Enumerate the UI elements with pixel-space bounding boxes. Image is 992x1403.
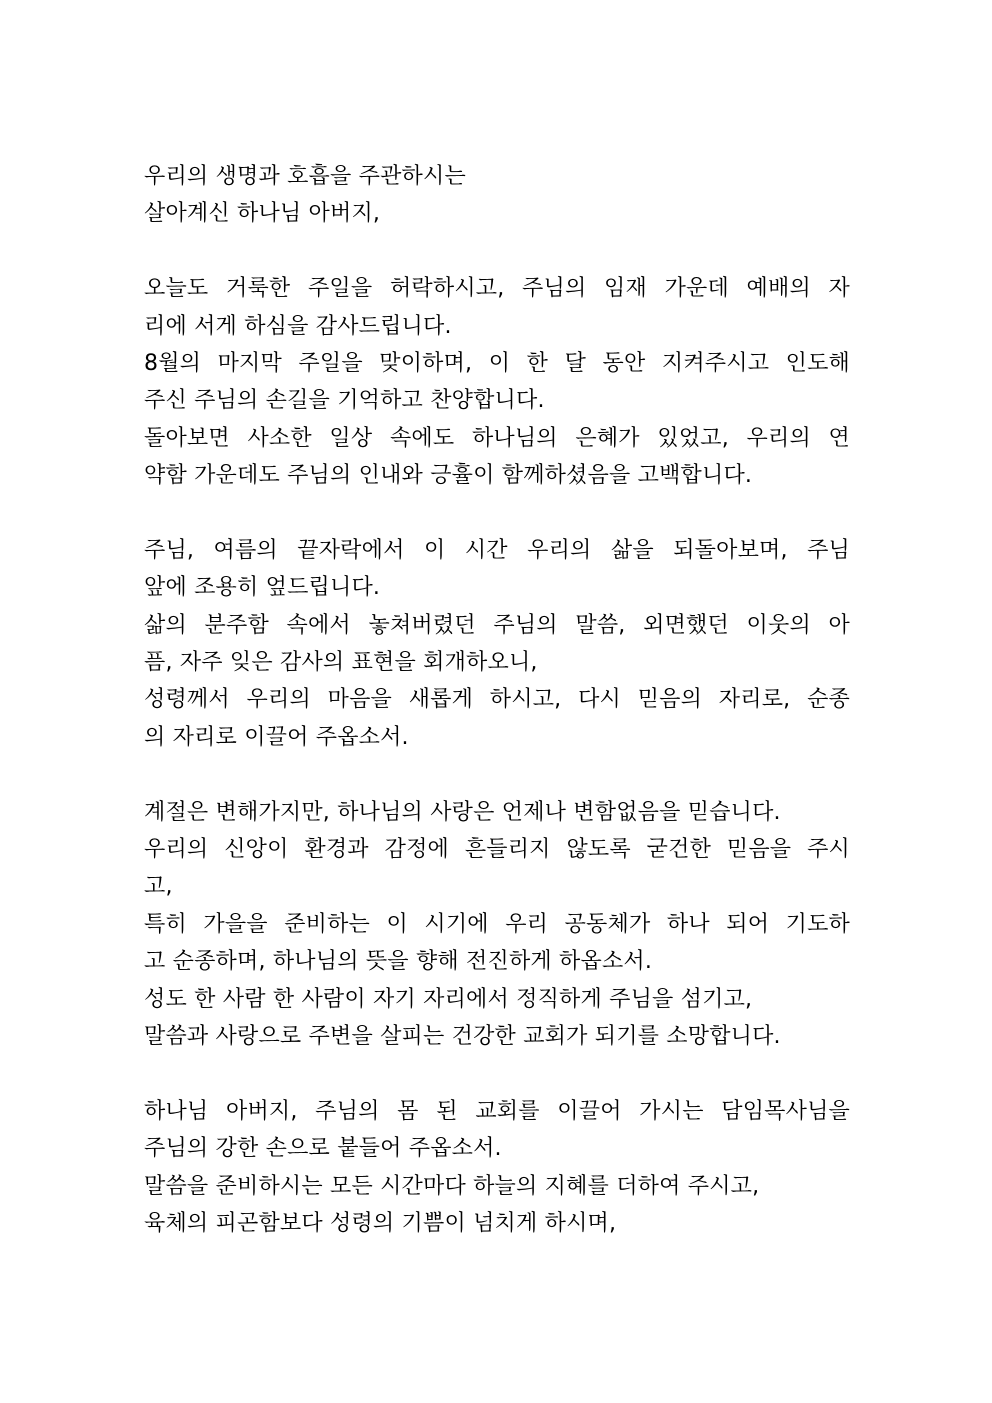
text-line: 하나님 아버지, 주님의 몸 된 교회를 이끌어 가시는 담임목사님을 [144,1098,850,1124]
text-line: 의 자리로 이끌어 주옵소서. [144,724,409,750]
text-line: 앞에 조용히 엎드립니다. [144,575,381,601]
text-line: 우리의 신앙이 환경과 감정에 흔들리지 않도록 굳건한 믿음을 주시 [144,837,850,863]
paragraph-1 [144,158,850,233]
text-line: 고, [144,874,173,900]
text-line: 8월의 마지막 주일을 맞이하며, 이 한 달 동안 지켜주시고 인도해 [144,350,850,376]
text-line: 육체의 피곤함보다 성령의 기쁨이 넘치게 하시며, [144,1210,617,1236]
text-line: 말씀과 사랑으로 주변을 살피는 건강한 교회가 되기를 소망합니다. [144,1023,781,1049]
text-line: 삶의 분주함 속에서 놓쳐버렸던 주님의 말씀, 외면했던 이웃의 아 [144,612,850,638]
paragraph-gap [144,1055,850,1092]
paragraph-gap [144,233,850,270]
text-line: 픔, 자주 잊은 감사의 표현을 회개하오니, [144,650,538,676]
text-line: 주님의 강한 손으로 붙들어 주옵소서. [144,1136,502,1162]
text-line: 말씀을 준비하시는 모든 시간마다 하늘의 지혜를 더하여 주시고, [144,1173,760,1199]
text-line: 우리의 생명과 호흡을 주관하시는 [144,164,466,189]
paragraph-gap [144,495,850,532]
text-line: 성도 한 사람 한 사람이 자기 자리에서 정직하게 주님을 섬기고, [144,986,753,1012]
text-line: 성령께서 우리의 마음을 새롭게 하시고, 다시 믿음의 자리로, 순종 [144,687,850,713]
text-line: 오늘도 거룩한 주일을 허락하시고, 주님의 임재 가운데 예배의 자 [144,276,850,302]
text-line: 약함 가운데도 주님의 인내와 긍휼이 함께하셨음을 고백합니다. [144,463,753,489]
paragraph-3 [144,532,850,756]
paragraph-4 [144,794,850,1056]
text-line: 주님, 여름의 끝자락에서 이 시간 우리의 삶을 되돌아보며, 주님 [144,537,850,563]
text-line: 특히 가을을 준비하는 이 시기에 우리 공동체가 하나 되어 기도하 [144,911,850,937]
text-line: 주신 주님의 손길을 기억하고 찬양합니다. [144,388,545,414]
paragraph-5 [144,1093,850,1243]
text-line: 리에 서게 하심을 감사드립니다. [144,313,452,339]
paragraph-gap [144,756,850,793]
text-line: 계절은 변해가지만, 하나님의 사랑은 언제나 변함없음을 믿습니다. [144,799,781,825]
text-line: 살아계신 하나님 아버지, [144,201,381,227]
paragraph-2 [144,270,850,494]
document-page [144,158,850,1242]
text-line: 고 순종하며, 하나님의 뜻을 향해 전진하게 하옵소서. [144,949,653,975]
text-line: 돌아보면 사소한 일상 속에도 하나님의 은혜가 있었고, 우리의 연 [144,425,850,451]
